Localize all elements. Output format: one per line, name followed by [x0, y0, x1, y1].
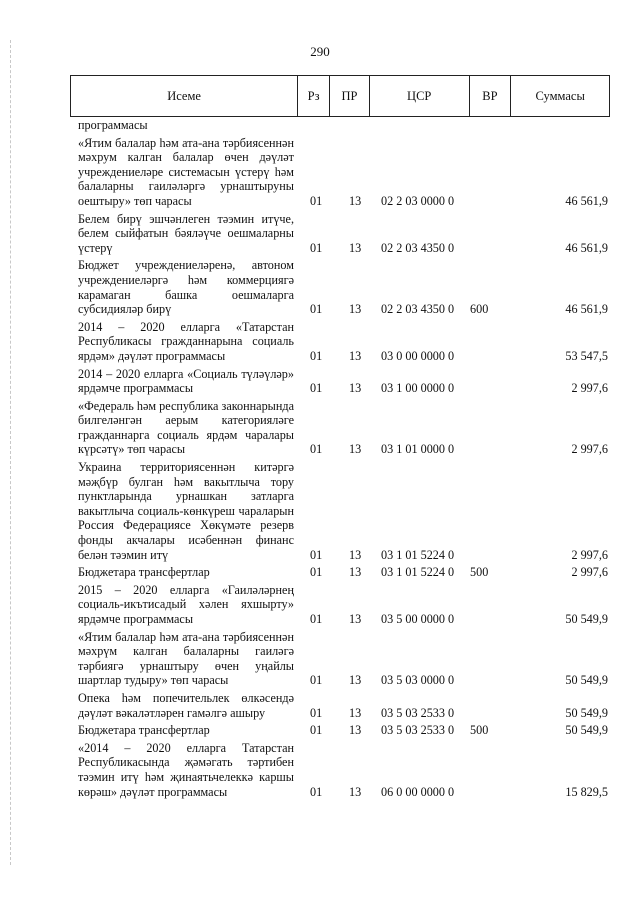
row-rz: 01 [310, 784, 323, 799]
row-vr: 500 [470, 565, 489, 580]
row-csr: 03 1 01 5224 0 [381, 565, 455, 580]
header-rz: Рз [298, 76, 330, 116]
row-csr: 02 2 03 4350 0 [381, 240, 455, 255]
row-pr: 13 [349, 612, 362, 626]
row-name: «2014 – 2020 елларга Татарстан Республикасында җәмәгать тәртибен тәэмин итү һәм җинаятьчелеккә каршы көрәш» дәүләт программасы [78, 740, 294, 799]
row-name: Бюджет учреждениеләренә, автоном учреждениеләргә һәм коммерциягә карамаган башка оешмаларга субсидияләр бирү [78, 258, 294, 317]
row-sum: 46 561,9 [565, 193, 608, 208]
table-body [78, 118, 608, 802]
row-name: «Ятим балалар һәм ата-ана тәрбиясеннән мәхрүм калган балаларны гаиләгә тәрбиягә урнаштыру өчен уңайлы шартлар тудыру» төп чарасы [78, 629, 294, 688]
row-sum: 2 997,6 [571, 547, 608, 562]
row-rz: 01 [310, 565, 323, 580]
row-pr: 13 [349, 193, 362, 208]
row-pr: 13 [349, 673, 362, 688]
table-row [78, 723, 608, 738]
row-vr: 600 [470, 302, 489, 317]
row-rz: 01 [310, 547, 323, 562]
row-name: Украина территориясеннән китәргә мәҗбүр булган һәм вакытлыча тору пунктларында урнашкан затларга вакытлыча социаль-көнкүреш чараларын Россия Федерациясе Хөкүмәте резерв фонды акчалары исәбеннән финанс белән тәэмин итү [78, 460, 294, 562]
row-csr: 02 2 03 0000 0 [381, 193, 455, 208]
header-sum: Суммасы [535, 88, 585, 103]
table-row [78, 212, 608, 256]
row-sum: 46 561,9 [565, 302, 608, 317]
row-pr: 13 [349, 302, 362, 317]
table-row [78, 565, 608, 580]
row-pr: 13 [349, 705, 362, 720]
row-pr: 13 [349, 381, 362, 396]
row-rz: 01 [310, 442, 323, 457]
row-sum: 53 547,5 [565, 348, 608, 363]
row-sum: 50 549,9 [565, 723, 608, 738]
row-csr: 03 5 03 2533 0 [381, 705, 455, 720]
row-csr: 03 1 00 0000 0 [381, 381, 455, 396]
row-name: 2015 – 2020 елларга «Гаиләләрнең социаль-икътисадый хәлен яхшырту» ярдәмче программасы [78, 582, 294, 626]
table-row [78, 460, 608, 562]
row-csr: 03 1 01 5224 0 [381, 547, 455, 562]
page-number: 290 [310, 44, 330, 59]
row-name: Белем бирү эшчәнлеген тәэмин итүче, белем сыйфатын бәяләүче оешмаларны үстерү [78, 211, 294, 255]
row-name: программасы [78, 118, 148, 132]
row-csr: 03 5 03 2533 0 [381, 723, 455, 738]
row-sum: 2 997,6 [571, 442, 608, 457]
margin-scan-line [10, 40, 11, 865]
row-rz: 01 [310, 673, 323, 688]
row-pr: 13 [349, 240, 362, 255]
table-row [78, 399, 608, 457]
row-csr: 03 5 03 0000 0 [381, 673, 455, 688]
row-rz: 01 [310, 193, 323, 208]
row-name: 2014 – 2020 елларга «Татарстан Республикасы гражданнарына социаль ярдәм» дәүләт программасы [78, 319, 294, 363]
row-rz: 01 [310, 612, 323, 626]
row-pr: 13 [349, 547, 362, 562]
header-csr: ЦСР [370, 76, 470, 116]
row-name: 2014 – 2020 елларга «Социаль түләүләр» ярдәмче программасы [78, 366, 294, 396]
row-sum: 46 561,9 [565, 240, 608, 255]
row-csr: 06 0 00 0000 0 [381, 784, 455, 799]
row-rz: 01 [310, 705, 323, 720]
row-pr: 13 [349, 784, 362, 799]
row-name: «Ятим балалар һәм ата-ана тәрбиясеннән мәхрум калган балалар өчен дәүләт учреждениеләре системасын үстерү һәм балаларны гаиләләргә урнаштыруны оештыру» төп чарасы [78, 135, 294, 208]
table-row [78, 741, 608, 799]
table-row [78, 630, 608, 688]
row-sum: 50 549,9 [565, 612, 608, 626]
row-rz: 01 [310, 381, 323, 396]
table-row [78, 583, 608, 627]
table-row [78, 136, 608, 209]
row-pr: 13 [349, 442, 362, 457]
row-csr: 02 2 03 4350 0 [381, 302, 455, 317]
row-csr: 03 5 00 0000 0 [381, 612, 455, 626]
header-vr: ВР [470, 76, 512, 116]
row-rz: 01 [310, 240, 323, 255]
row-name: Бюджетара трансфертлар [78, 565, 210, 580]
row-pr: 13 [349, 565, 362, 580]
row-vr: 500 [470, 723, 489, 738]
row-sum: 50 549,9 [565, 705, 608, 720]
row-sum: 50 549,9 [565, 673, 608, 688]
table-row [78, 691, 608, 720]
row-sum: 2 997,6 [571, 565, 608, 580]
row-pr: 13 [349, 723, 362, 738]
row-sum: 15 829,5 [565, 784, 608, 799]
row-pr: 13 [349, 348, 362, 363]
row-csr: 03 0 00 0000 0 [381, 348, 455, 363]
row-name: «Федераль һәм республика законнарында билгеләнгән аерым категорияләге гражданнарга социаль ярдәм чаралары күрсәтү» төп чарасы [78, 398, 294, 457]
table-row [78, 367, 608, 396]
row-csr: 03 1 01 0000 0 [381, 442, 455, 457]
row-name: Бюджетара трансфертлар [78, 723, 210, 738]
row-name: Опека һәм попечительлек өлкәсендә дәүләт вәкаләтләрен гамәлгә ашыру [78, 690, 294, 720]
row-sum: 2 997,6 [571, 381, 608, 396]
header-name: Исеме [71, 76, 298, 116]
table-header [70, 75, 610, 117]
header-pr: ПР [330, 76, 370, 116]
row-rz: 01 [310, 348, 323, 363]
row-rz: 01 [310, 723, 323, 738]
table-row [78, 320, 608, 364]
table-row [78, 118, 608, 133]
table-row [78, 258, 608, 316]
row-rz: 01 [310, 302, 323, 317]
